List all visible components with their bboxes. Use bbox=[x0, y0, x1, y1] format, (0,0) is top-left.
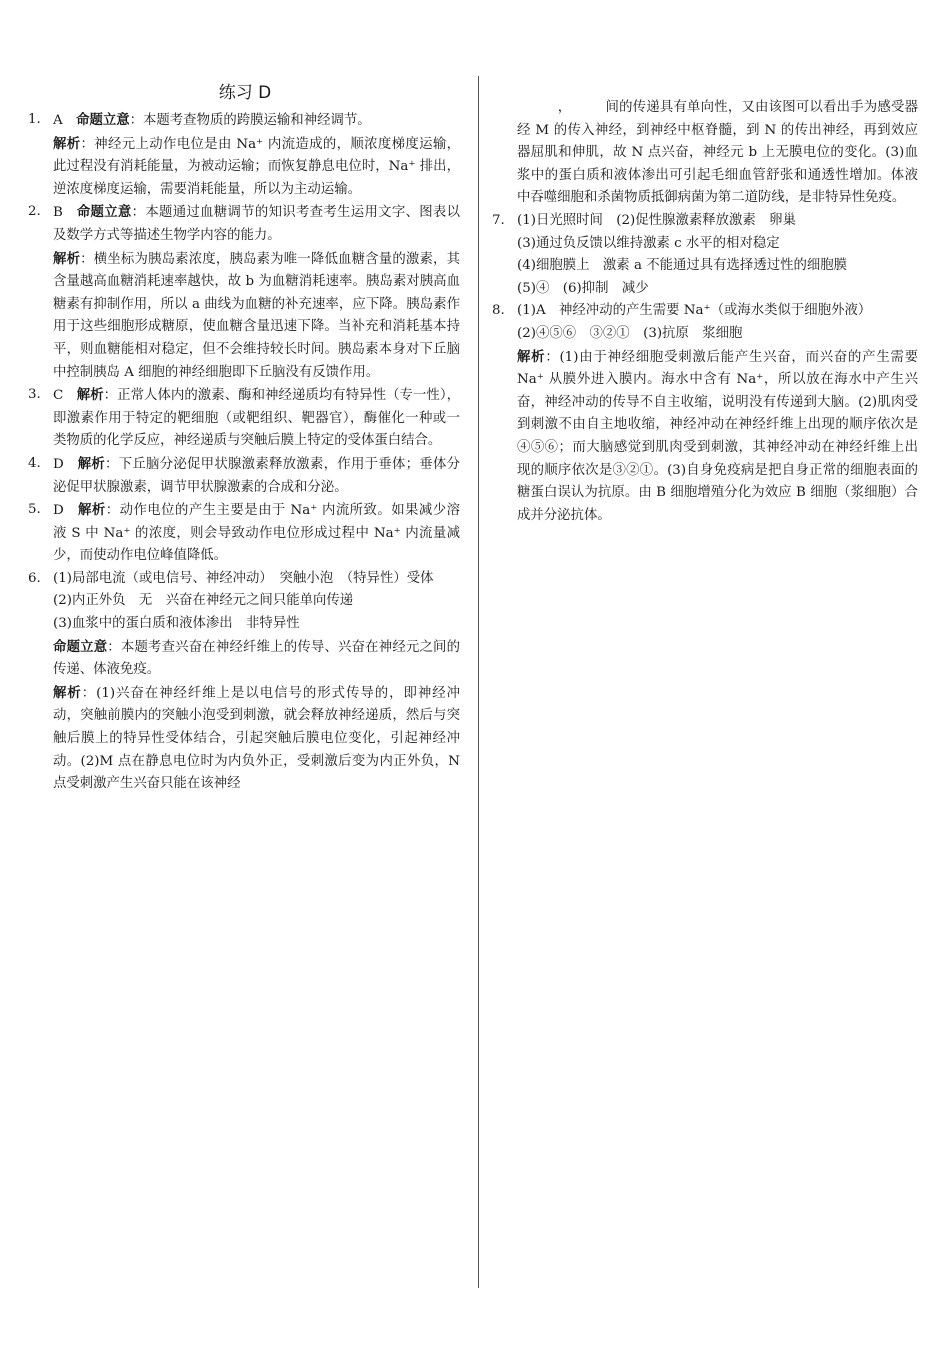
item-number: 7. bbox=[492, 212, 505, 228]
answer-item bbox=[28, 453, 460, 499]
text-run: ：动作电位的产生主要是由于 Na⁺ 内流所致。如果减少溶液 S 中 Na⁺ 的浓度，则会导致动作电位形成过程中 Na⁺ 内流量减少，而使动作电位峰值降低。 bbox=[53, 503, 460, 564]
analysis-paragraph bbox=[53, 248, 460, 385]
item-number: 6. bbox=[28, 570, 41, 586]
analysis-paragraph bbox=[53, 133, 460, 202]
item-number: 4. bbox=[28, 455, 41, 471]
item-number: 3. bbox=[28, 387, 41, 403]
section-label: 解析 bbox=[517, 348, 546, 365]
item-number: 8. bbox=[492, 303, 505, 319]
text-run: ：本题考查物质的跨膜运输和神经调节。 bbox=[129, 113, 371, 128]
text-run: ：神经元上动作电位是由 Na⁺ 内流造成的，顺浓度梯度运输，此过程没有消耗能量，为被动运输；而恢复静息电位时，Na⁺ 排出，逆浓度梯度运输，需要消耗能量，所以为主动运输。 bbox=[53, 136, 461, 197]
answer-line bbox=[517, 323, 918, 346]
answer-item bbox=[28, 201, 460, 384]
answer-item bbox=[28, 499, 460, 568]
section-label: 命题立意 bbox=[76, 204, 132, 221]
section-label: 解析 bbox=[78, 502, 106, 519]
text-run: (3)通过负反馈以维持激素 c 水平的相对稳定 bbox=[517, 235, 780, 251]
text-run: (2)④⑤⑥ ③②① (3)抗原 浆细胞 bbox=[517, 325, 743, 341]
answer-line bbox=[517, 255, 918, 278]
right-column bbox=[492, 97, 918, 527]
text-run: (1)局部电流（或电信号、神经冲动） 突触小泡 （特异性）受体 bbox=[53, 570, 434, 586]
answer-item bbox=[492, 300, 918, 527]
intent-paragraph bbox=[53, 636, 460, 682]
answer-line bbox=[53, 568, 460, 591]
answer-item bbox=[28, 568, 460, 796]
answer-line bbox=[517, 233, 918, 256]
answer-line bbox=[517, 300, 918, 323]
text-run: B bbox=[53, 205, 77, 221]
answer-line bbox=[517, 210, 918, 233]
answer-item bbox=[492, 210, 918, 300]
answer-item bbox=[492, 97, 918, 210]
answer-line bbox=[53, 499, 460, 568]
analysis-paragraph bbox=[53, 682, 460, 796]
text-run: (2)内正外负 无 兴奋在神经元之间只能单向传递 bbox=[53, 593, 354, 609]
section-label: 命题立意 bbox=[76, 112, 130, 128]
section-label: 解析 bbox=[53, 684, 82, 701]
answer-line bbox=[53, 109, 460, 133]
item-number: 1. bbox=[28, 112, 41, 127]
section-label: 解析 bbox=[77, 455, 106, 472]
analysis-paragraph bbox=[517, 346, 918, 528]
text-run: (4)细胞膜上 激素 a 不能通过具有选择透过性的细胞膜 bbox=[517, 258, 848, 274]
text-run: ：横坐标为胰岛素浓度，胰岛素为唯一降低血糖含量的激素，其含量越高血糖消耗速率越快，故 b 为血糖消耗速率。胰岛素对胰高血糖素有抑制作用，所以 a 曲线为血糖的补充速率，应下降。胰岛素作用于这些细胞形成糖原，使血糖含量迅速下降。当补充和消耗基本持平，则血糖能相对稳定，但不会维持较长时间。胰岛素本身对下丘脑中控制胰岛 A 细胞的神经细胞即下丘脑没有反馈作用。 bbox=[53, 251, 461, 380]
answer-line bbox=[53, 613, 460, 636]
text-run: ：本题通过血糖调节的知识考查考生运用文字、图表以及数学方式等描述生物学内容的能力。 bbox=[53, 205, 460, 243]
answer-line bbox=[517, 97, 918, 210]
answer-line bbox=[53, 201, 460, 247]
item-number: 2. bbox=[28, 204, 41, 220]
section-label: 解析 bbox=[76, 387, 104, 404]
text-run: ：正常人体内的激素、酶和神经递质均有特异性（专一性），即激素作用于特定的靶细胞（或靶组织、靶器官），酶催化一种或一类物质的化学反应，神经递质与突触后膜上特定的受体蛋白结合。 bbox=[53, 388, 461, 449]
text-run: ：(1)由于神经细胞受刺激后能产生兴奋，而兴奋的产生需要 Na⁺ 从膜外进入膜内。海水中含有 Na⁺，所以放在海水中产生兴奋，神经冲动的传导不自主收缩，说明没有传递到大脑。(2)肌肉受到刺激不由自主地收缩，神经冲动在神经纤维上出现的顺序依次是④⑤⑥；而大脑感觉到肌肉受到刺激，其神经冲动在神经纤维上出现的顺序依次是③②①。(3)自身免疫病是把自身正常的细胞表面的糖蛋白误认为抗原。由 B 细胞增殖分化为效应 B 细胞（浆细胞）合成并分泌抗体。 bbox=[517, 349, 919, 523]
left-column bbox=[28, 109, 460, 796]
text-run: (3)血浆中的蛋白质和液体渗出 非特异性 bbox=[53, 616, 300, 632]
text-run: (1)A 神经冲动的产生需要 Na⁺（或海水类似于细胞外液） bbox=[517, 303, 872, 319]
text-run: ：本题考查兴奋在神经纤维上的传导、兴奋在神经元之间的传递、体液免疫。 bbox=[53, 639, 461, 678]
column-divider bbox=[478, 76, 479, 1288]
answer-item bbox=[28, 109, 460, 201]
section-label: 命题立意 bbox=[53, 638, 108, 655]
text-run: C bbox=[53, 388, 77, 404]
answer-item bbox=[28, 384, 460, 453]
page-title: 练习 D bbox=[218, 83, 272, 103]
text-run: A bbox=[53, 113, 77, 128]
text-run: D bbox=[53, 456, 78, 472]
answer-line bbox=[53, 384, 460, 453]
answer-line bbox=[53, 453, 460, 499]
text-run: (1)日光照时间 (2)促性腺激素释放激素 卵巢 bbox=[517, 212, 796, 228]
text-run: ：(1)兴奋在神经纤维上是以电信号的形式传导的，即神经冲动，突触前膜内的突触小泡受到刺激，就会释放神经递质，然后与突触后膜上的特异性受体结合，引起突触后膜电位变化，引起神经冲动。(2)M 点在静息电位时为内负外正，受刺激后变为内正外负，N 点受刺激产生兴奋只能在该神经 bbox=[53, 685, 461, 792]
answer-line bbox=[517, 278, 918, 301]
answer-line bbox=[53, 590, 460, 613]
item-number: 5. bbox=[28, 502, 41, 518]
section-label: 解析 bbox=[53, 135, 81, 152]
text-run: ， 间的传递具有单向性，又由该图可以看出手为感受器经 M 的传入神经，到神经中枢脊髓，到 N 的传出神经，再到效应器屈肌和伸肌，故 N 点兴奋，神经元 b 上无膜电位的变化。(3)血浆中的蛋白质和液体渗出可引起毛细血管舒张和通透性增加。体液中吞噬细胞和杀菌物质抵御病菌为第二道防线，是非特异性免疫。 bbox=[517, 100, 918, 206]
text-run: ：下丘脑分泌促甲状腺激素释放激素，作用于垂体；垂体分泌促甲状腺激素，调节甲状腺激素的合成和分泌。 bbox=[53, 456, 460, 495]
text-run: D bbox=[53, 503, 79, 519]
section-label: 解析 bbox=[53, 250, 81, 267]
text-run: (5)④ (6)抑制 减少 bbox=[517, 280, 649, 296]
